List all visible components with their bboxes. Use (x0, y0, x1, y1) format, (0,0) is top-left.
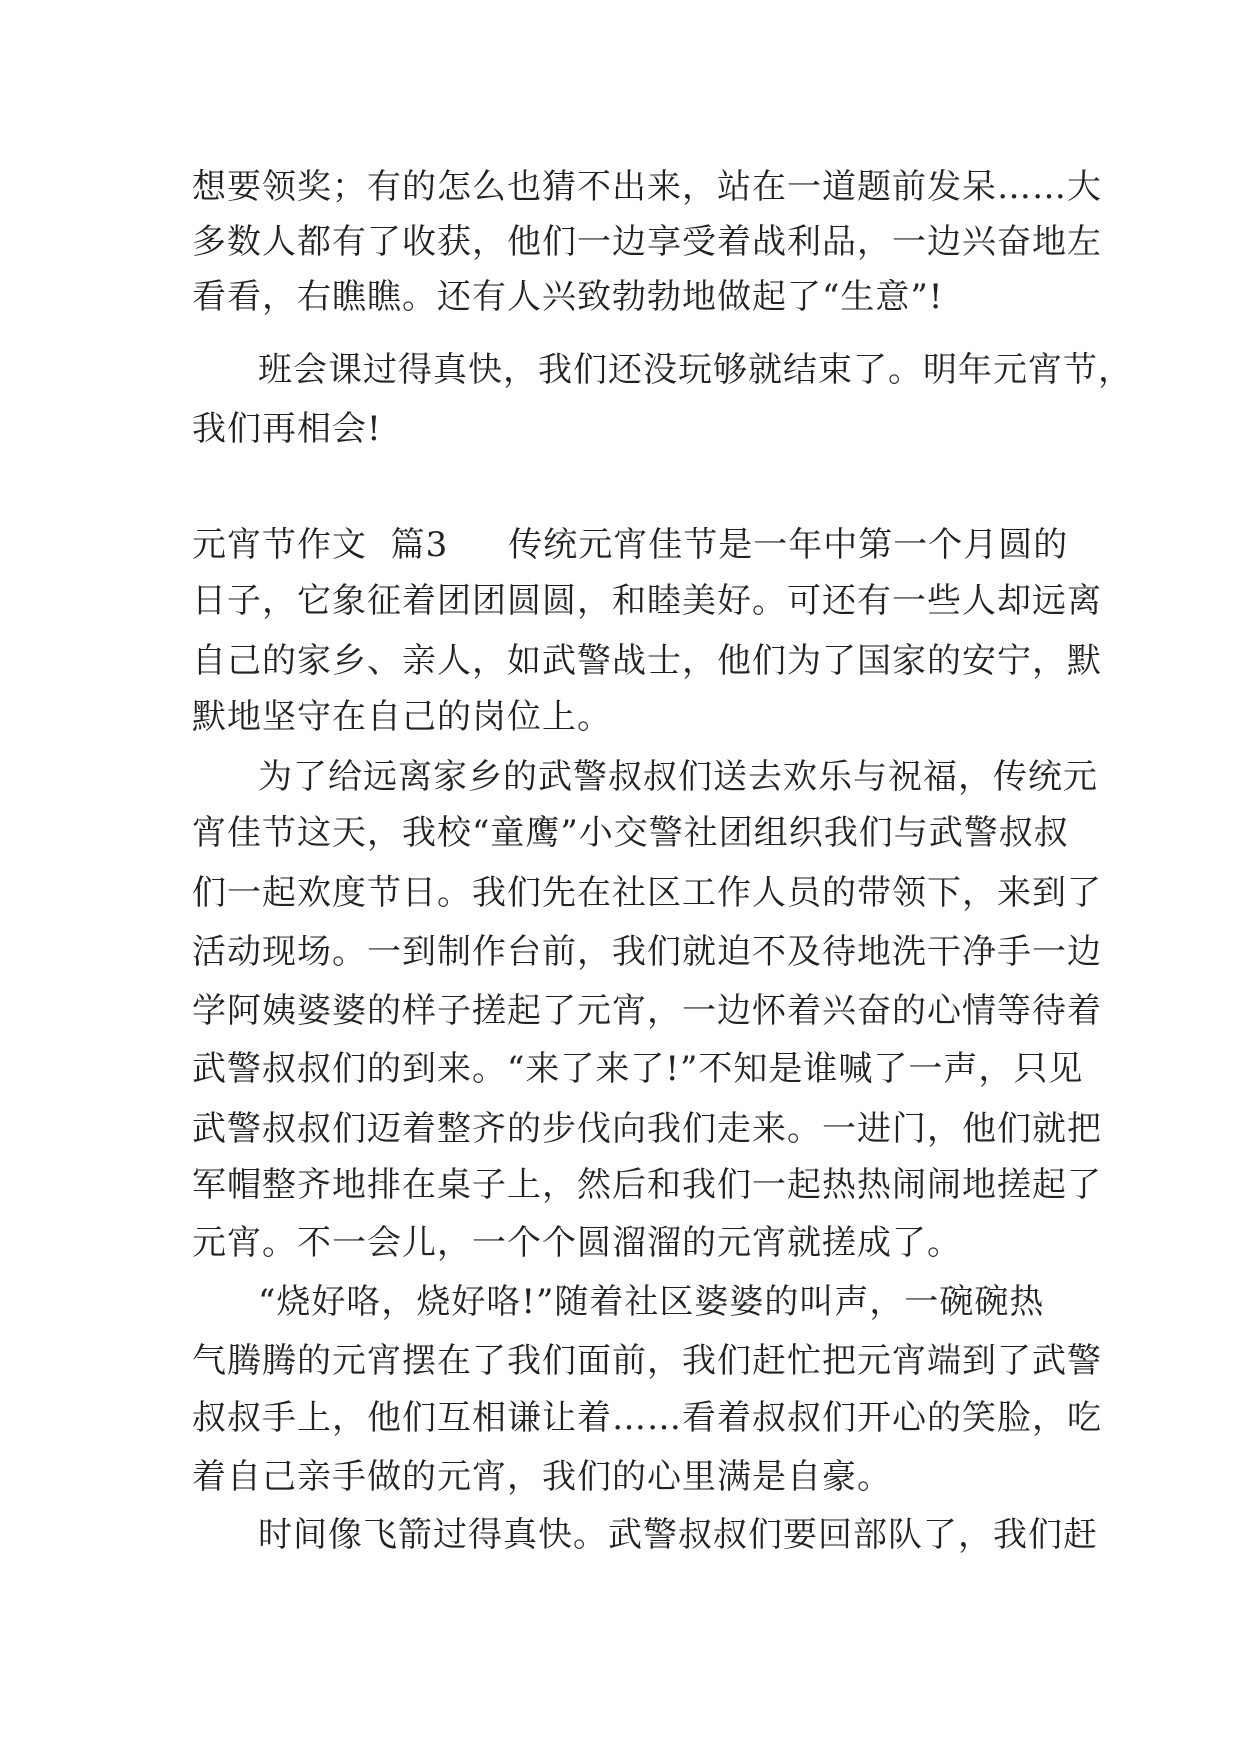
text-line: 元宵。不一会儿，一个个圆溜溜的元宵就搓成了。 (192, 1223, 962, 1263)
text-line: 活动现场。一到制作台前，我们就迫不及待地洗干净手一边 (192, 932, 1102, 972)
text-line: 们一起欢度节日。我们先在社区工作人员的带领下，来到了 (192, 873, 1102, 913)
text-line: 自己的家乡、亲人，如武警战士，他们为了国家的安宁，默 (192, 641, 1102, 681)
text-line: 日子，它象征着团团圆圆，和睦美好。可还有一些人却远离 (192, 581, 1102, 621)
section-first-line: 传统元宵佳节是一年中第一个月圆的 (508, 525, 1069, 565)
text-line: 多数人都有了收获，他们一边享受着战利品，一边兴奋地左 (192, 222, 1102, 262)
text-line: 时间像飞箭过得真快。武警叔叔们要回部队了，我们赶 (258, 1515, 1098, 1555)
text-line: 着自己亲手做的元宵，我们的心里满是自豪。 (192, 1457, 892, 1497)
text-line: 宵佳节这天，我校“童鹰”小交警社团组织我们与武警叔叔 (192, 813, 1069, 853)
text-line: 想要领奖；有的怎么也猜不出来，站在一道题前发呆……大 (192, 167, 1102, 207)
text-line: 班会课过得真快，我们还没玩够就结束了。明年元宵节， (258, 350, 1133, 390)
text-line: 武警叔叔们迈着整齐的步伐向我们走来。一进门，他们就把 (192, 1109, 1102, 1149)
text-line: 默地坚守在自己的岗位上。 (192, 697, 612, 737)
text-line: 气腾腾的元宵摆在了我们面前，我们赶忙把元宵端到了武警 (192, 1341, 1102, 1381)
text-line: 为了给远离家乡的武警叔叔们送去欢乐与祝福，传统元 (258, 757, 1098, 797)
text-line: 军帽整齐地排在桌子上，然后和我们一起热热闹闹地搓起了 (192, 1165, 1102, 1205)
text-line: “烧好咯，烧好咯!”随着社区婆婆的叫声，一碗碗热 (258, 1282, 1045, 1322)
section-heading-line (192, 520, 1069, 570)
text-line: 学阿姨婆婆的样子搓起了元宵，一边怀着兴奋的心情等待着 (192, 991, 1102, 1031)
text-line: 武警叔叔们的到来。“来了来了!”不知是谁喊了一声，只见 (192, 1049, 1084, 1089)
text-line: 叔叔手上，他们互相谦让着……看着叔叔们开心的笑脸，吃 (192, 1398, 1102, 1438)
text-line: 看看，右瞧瞧。还有人兴致勃勃地做起了“生意”! (192, 277, 944, 317)
text-line: 我们再相会! (192, 409, 382, 449)
section-heading: 元宵节作文 篇3 (192, 525, 449, 565)
